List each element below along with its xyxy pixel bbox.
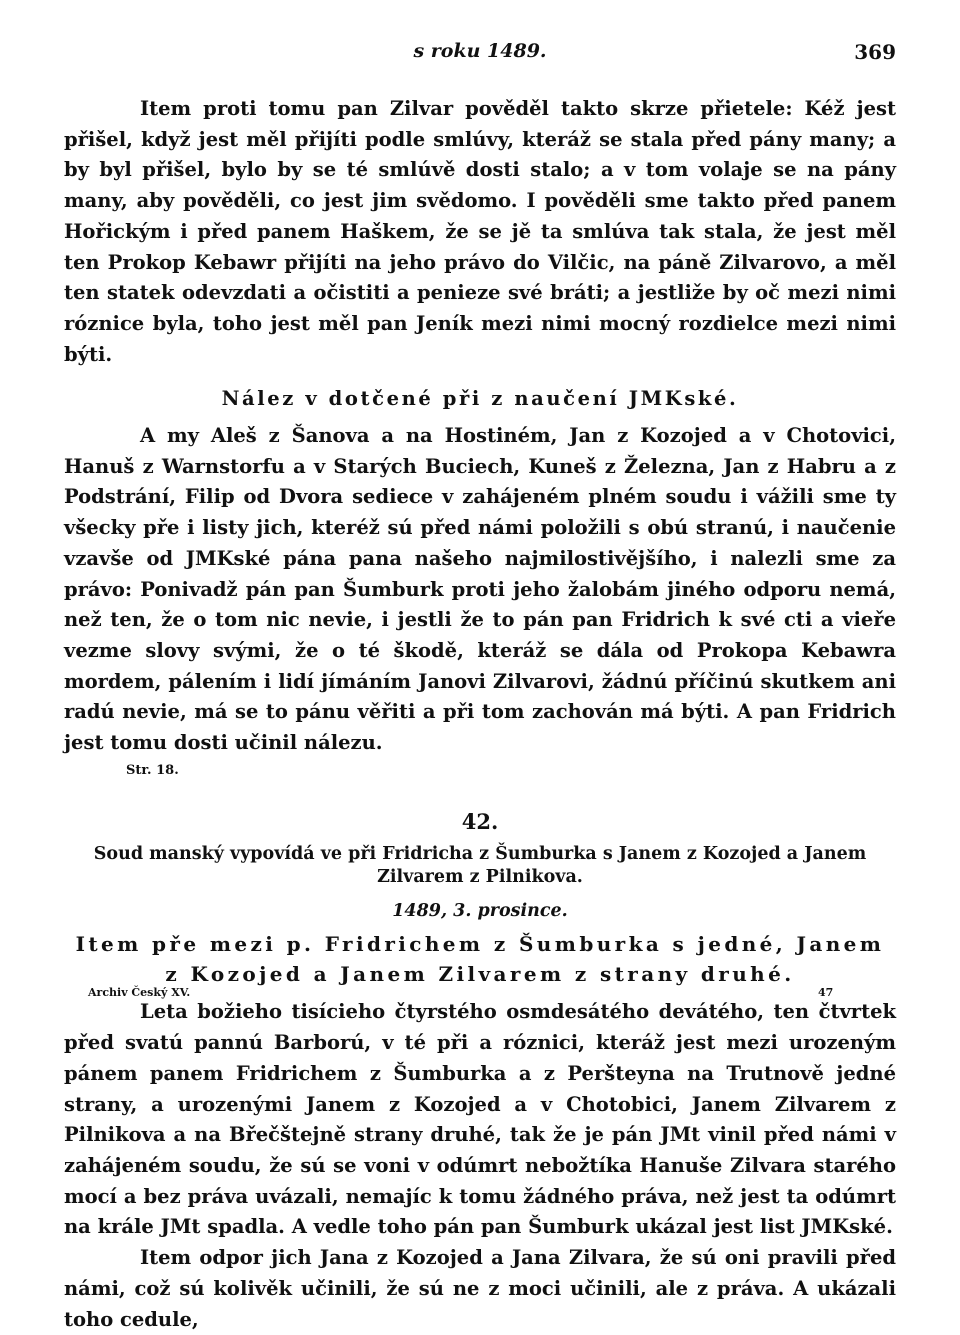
paragraph: Item proti tomu pan Zilvar pověděl takto skrze přietele: Kéž jest přišel, když jest měl přijíti podle smlúvy, kteráž se stala před pány many; a by byl přišel, bylo by se té smlúvě dosti stalo; a v tom volaje se na pány many, aby pověděli, co jest jim svědomo. I pověděli sme takto před panem Hořickým i před panem Haškem, že se jě ta smlúva tak stala, že jest měl ten Prokop Kebawr přijíti na jeho právo do Vilčic, na páně Zilvarovo, a měl ten statek odevzdati a očistiti a penieze své bráti; a jestliže by oč mezi nimi róznice byla, toho jest měl pan Jeník mezi nimi mocný rozdielce mezi nimi býti. — [64, 97, 896, 366]
paragraph: Item odpor jich Jana z Kozojed a Jana Zilvara, že sú oni pravili před námi, což sú kolivěk učinili, že sú ne z moci učinili, ale z práva. A ukázali toho cedule, — [64, 1246, 896, 1331]
section-heading: Nález v dotčené při z naučení JMKské. — [221, 387, 739, 411]
document-heading: Item pře mezi p. Fridrichem z Šumburka s jedné, Janem z Kozojed a Janem Zilvarem z strany druhé. — [75, 932, 885, 987]
source-note: Str. 18. — [126, 762, 179, 778]
document-number: 42. — [461, 808, 499, 834]
document-regest: Soud manský vypovídá ve při Fridricha z Šumburka s Janem z Kozojed a Janem Zilvarem z Pilnikova. — [93, 844, 867, 888]
page-body — [64, 94, 896, 1335]
paragraph: A my Aleš z Šanova a na Hostiném, Jan z Kozojed a v Chotovici, Hanuš z Warnstorfu a v Starých Buciech, Kuneš z Železna, Jan z Habru a z Podstrání, Filip od Dvora sediece v zahájeném plném soudu i vážili sme ty všecky pře i listy jich, kteréž sú před námi položili s obú stranú, i naučenie vzavše od JMKské pána pana našeho najmilostivějšího, i nalezli sme za právo: Ponivadž pán pan Šumburk proti jeho žalobám jiného odporu nemá, než ten, že o tom nic nevie, i jestli že to pán pan Fridrich k své cti a vieře vezme slovy svými, že o té škodě, kteráž se dála od Prokopa Kebawra mordem, pálením i lidí jímáním Janovi Zilvarovi, žádnú příčinú skutkem ani radú nevie, má se to pánu věřiti a při tom zachován má býti. A pan Fridrich jest tomu dosti učinil nálezu. — [64, 424, 896, 755]
running-title: s roku 1489. — [413, 40, 547, 62]
book-page — [64, 0, 896, 1331]
signature-mark: Archiv Český XV. — [88, 986, 191, 999]
paragraph: Leta božieho tisícieho čtyrstého osmdesátého devátého, ten čtvrtek před svatú pannú Barború, v té při a róznici, kteráž jest mezi urozeným pánem panem Fridrichem z Šumburka a z Peršteyna na Trutnově jedné strany, a urozenými Janem z Kozojed a v Chotobici, Janem Zilvarem z Pilnikova a na Břečštejně strany druhé, tak že je pán JMt vinil před námi v zahájeném soudu, že sú se voni v odúmrt nebožtíka Hanuše Zilvara starého mocí a bez práva uvázali, nemajíc k tomu žádného práva, než jest ta odúmrt na krále JMt spadla. A vedle toho pán pan Šumburk ukázal jest list JMKské. — [64, 1000, 896, 1239]
document-date: 1489, 3. prosince. — [392, 901, 568, 922]
page-footer — [88, 986, 848, 1006]
sheet-number: 47 — [818, 986, 834, 999]
running-header — [64, 40, 896, 68]
page-number: 369 — [854, 40, 896, 64]
